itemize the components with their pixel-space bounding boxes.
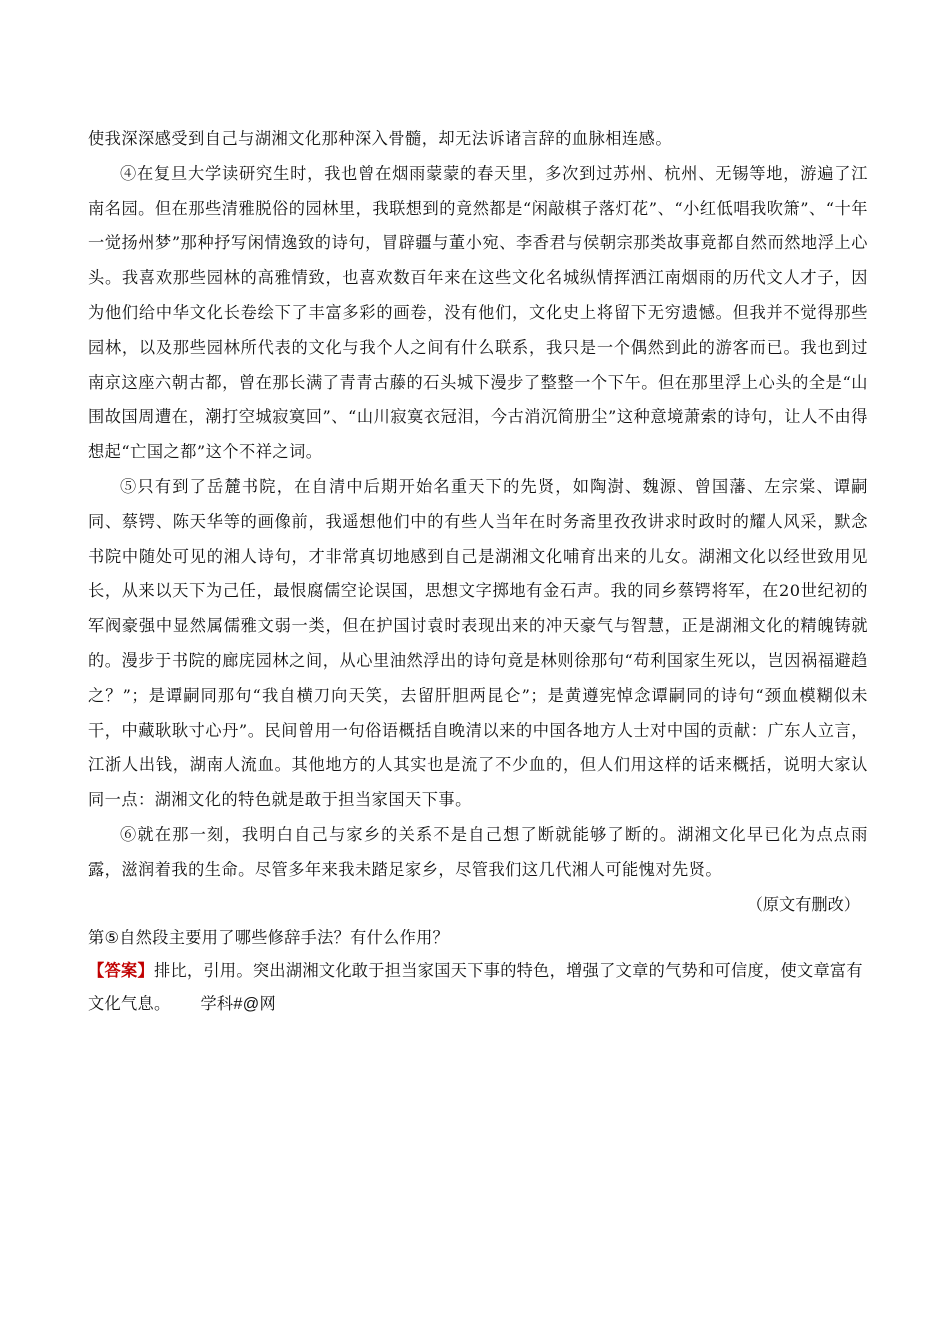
watermark: 学科#@网 xyxy=(200,994,276,1013)
source-note: （原文有删改） xyxy=(746,894,860,914)
answer-text: 排比，引用。突出湖湘文化敢于担当家国天下事的特色，增强了文章的气势和可信度，使文章富有文化气息。 xyxy=(88,961,863,1013)
document-body xyxy=(88,122,868,1021)
paragraph-5: ⑤只有到了岳麓书院，在自清中后期开始名重天下的先贤，如陶澍、魏源、曾国藩、左宗棠、谭嗣同、蔡锷、陈天华等的画像前，我遥想他们中的有些人当年在时务斋里孜孜讲求时政时的耀人风采，默念书院中随处可见的湘人诗句，才非常真切地感到自己是湖湘文化哺育出来的儿女。湖湘文化以经世致用见长，从来以天下为己任，最恨腐儒空论误国，思想文字掷地有金石声。我的同乡蔡锷将军，在20世纪初的军阀豪强中显然属儒雅文弱一类，但在护国讨袁时表现出来的冲天豪气与智慧，正是湖湘文化的精魄铸就的。漫步于书院的廊庑园林之间，从心里油然浮出的诗句竟是林则徐那句“苟利国家生死以，岂因祸福避趋之？”；是谭嗣同那句“我自横刀向天笑，去留肝胆两昆仑”；是黄遵宪悼念谭嗣同的诗句“颈血模糊似未干，中藏耿耿寸心丹”。民间曾用一句俗语概括自晚清以来的中国各地方人士对中国的贡献：广东人立言，江浙人出钱，湖南人流血。其他地方的人其实也是流了不少血的，但人们用这样的话来概括，说明大家认同一点：湖湘文化的特色就是敢于担当家国天下事。 xyxy=(88,476,868,810)
answer-label: 【答案】 xyxy=(88,961,154,980)
question-text: 第⑤自然段主要用了哪些修辞手法？有什么作用？ xyxy=(88,928,450,947)
paragraph-6: ⑥就在那一刻，我明白自己与家乡的关系不是自己想了断就能够了断的。湖湘文化早已化为点点雨露，滋润着我的生命。尽管多年来我未踏足家乡，尽管我们这几代湘人可能愧对先贤。 xyxy=(88,824,868,879)
paragraph-continued: 使我深深感受到自己与湖湘文化那种深入骨髓，却无法诉诸言辞的血脉相连感。 xyxy=(88,129,673,148)
answer-block xyxy=(88,955,868,1021)
paragraph-4: ④在复旦大学读研究生时，我也曾在烟雨蒙蒙的春天里，多次到过苏州、杭州、无锡等地，游遍了江南名园。但在那些清雅脱俗的园林里，我联想到的竟然都是“闲敲棋子落灯花”、“小红低唱我吹箫”、“十年一觉扬州梦”那种抒写闲情逸致的诗句，冒辟疆与董小宛、李香君与侯朝宗那类故事竟都自然而然地浮上心头。我喜欢那些园林的高雅情致，也喜欢数百年来在这些文化名城纵情挥洒江南烟雨的历代文人才子，因为他们给中华文化长卷绘下了丰富多彩的画卷，没有他们，文化史上将留下无穷遗憾。但我并不觉得那些园林，以及那些园林所代表的文化与我个人之间有什么联系，我只是一个偶然到此的游客而已。我也到过南京这座六朝古都，曾在那长满了青青古藤的石头城下漫步了整整一个下午。但在那里浮上心头的全是“山围故国周遭在，潮打空城寂寞回”、“山川寂寞衣冠泪，今古消沉简册尘”这种意境萧索的诗句，让人不由得想起“亡国之都”这个不祥之词。 xyxy=(88,163,868,462)
